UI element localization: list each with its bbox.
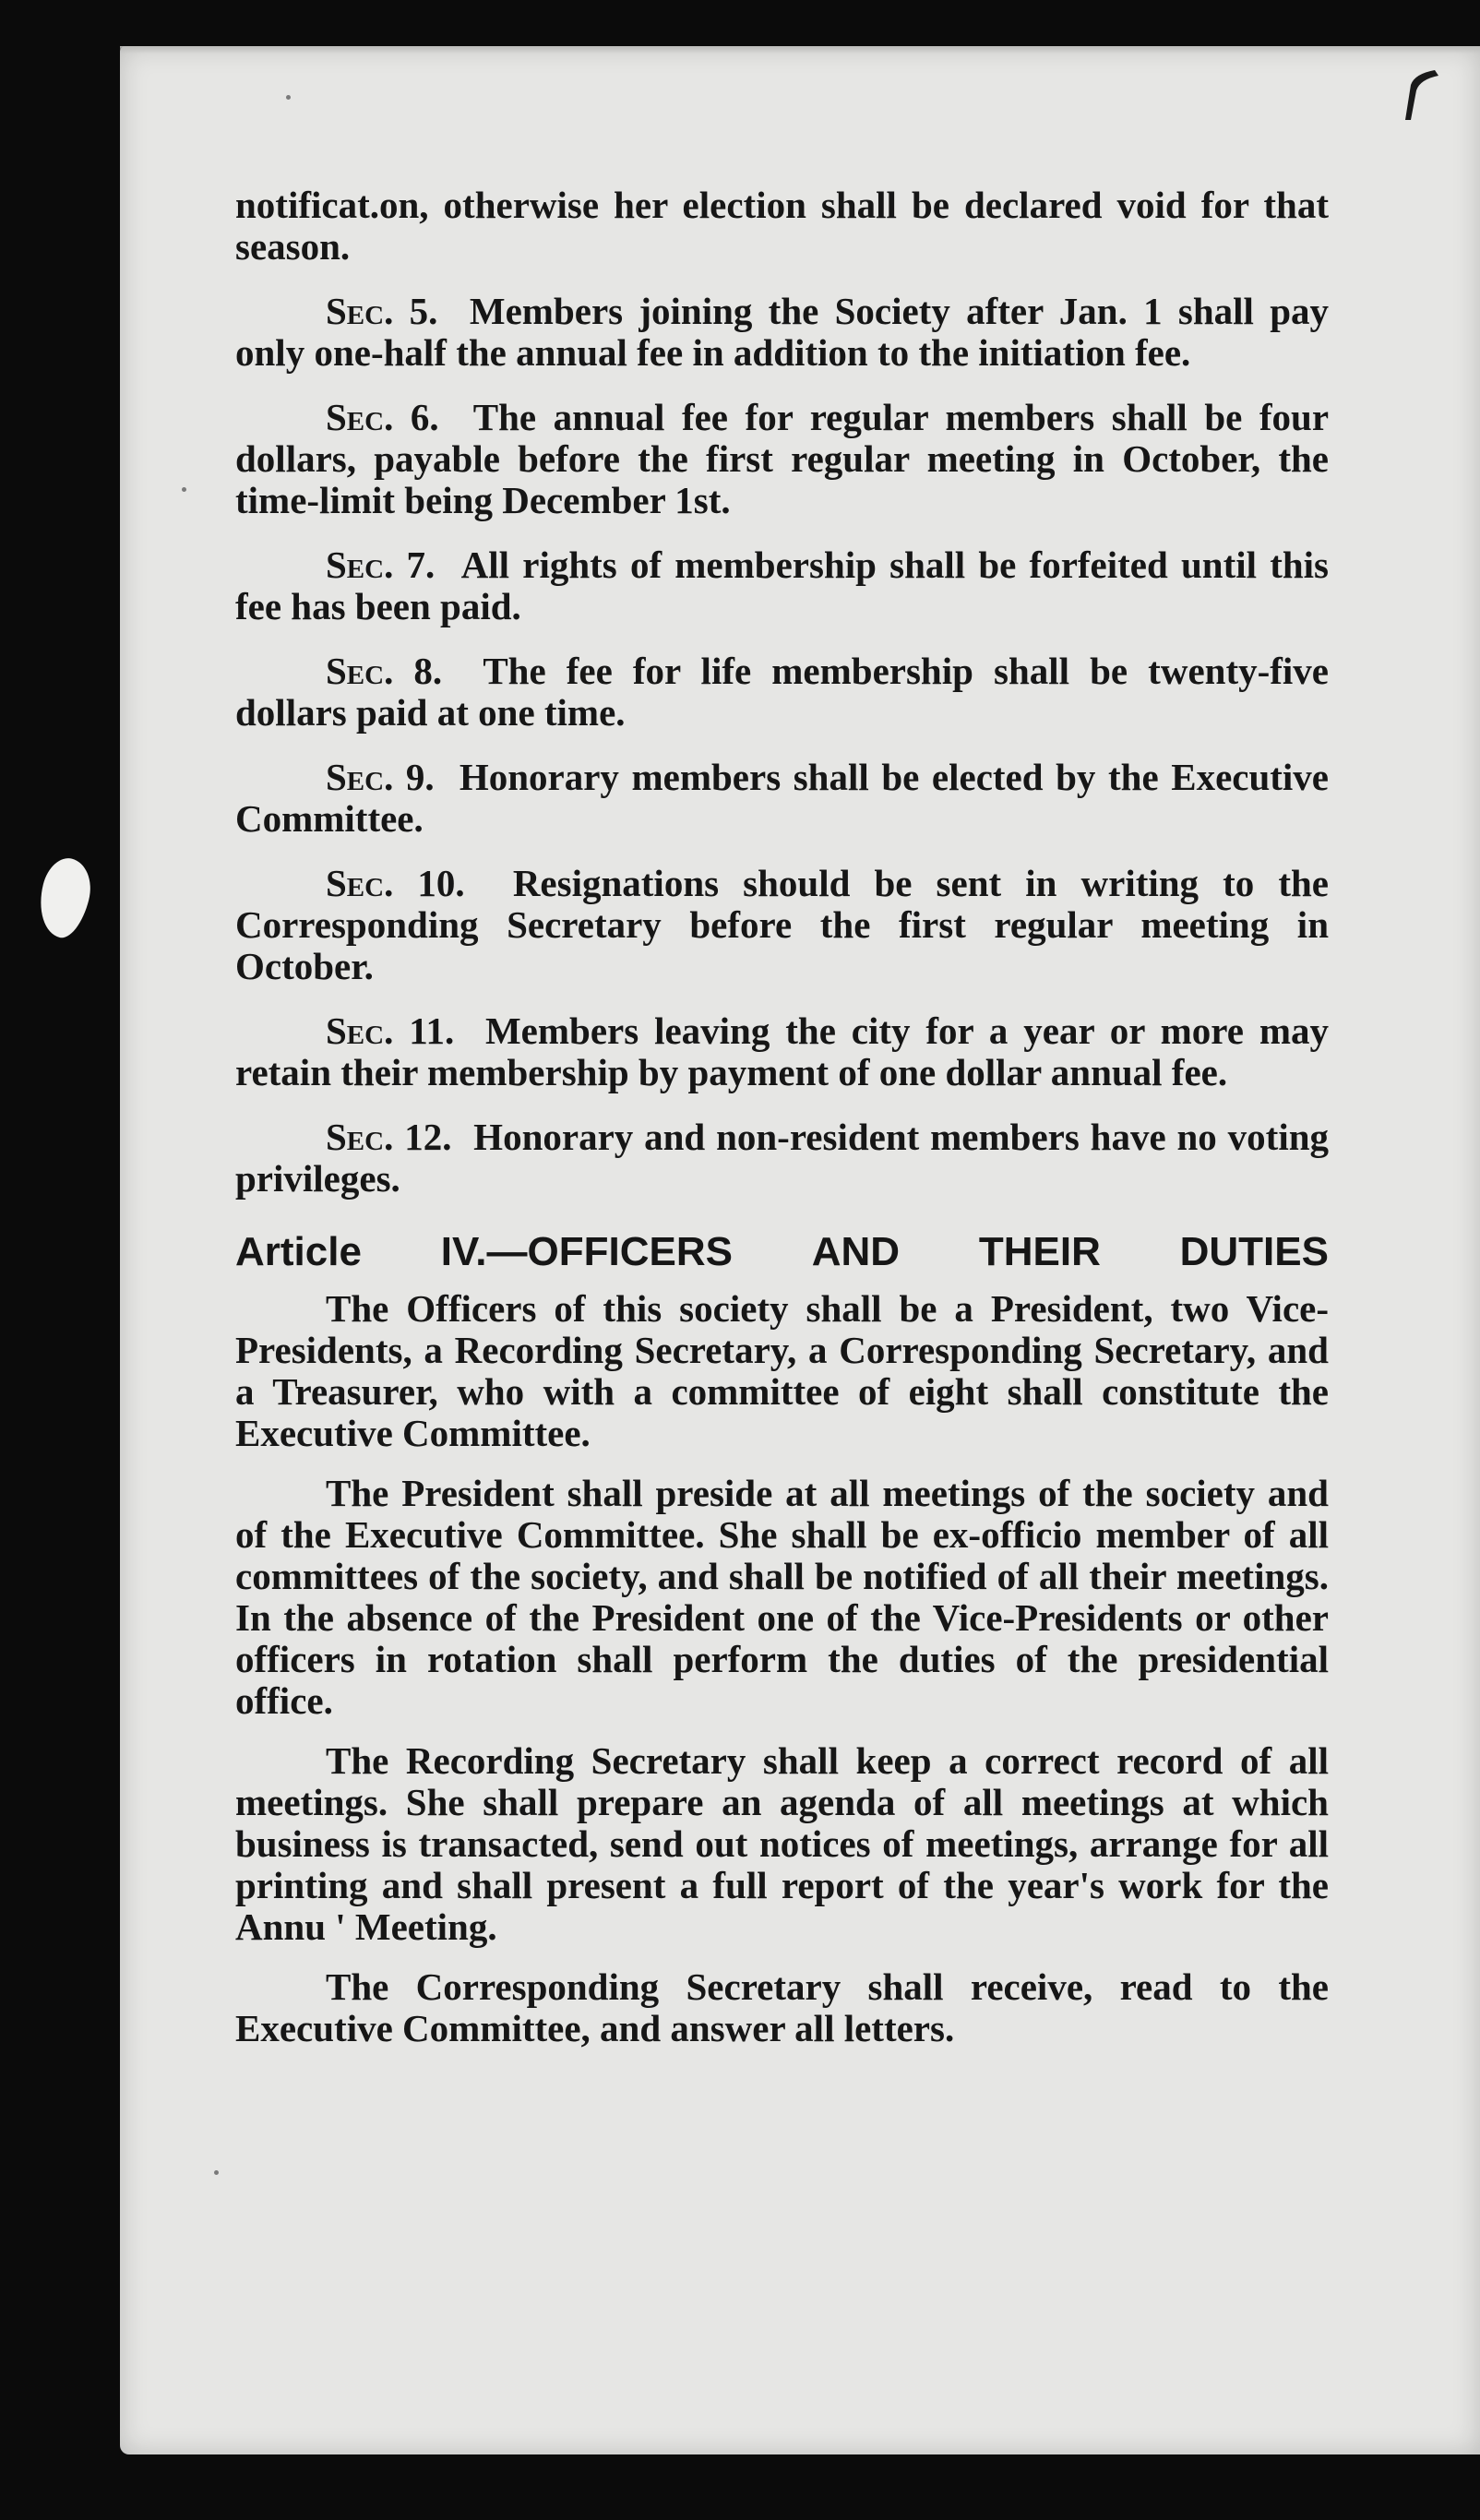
paragraph-notification <box>235 185 1329 268</box>
section-text: Resignations should be sent in writing to the Corresponding Secretary before the first regular meeting in October. <box>235 862 1330 987</box>
paragraph-text: notificat.on, otherwise her election shall be declared void for that season. <box>235 184 1329 268</box>
section-10 <box>235 863 1329 987</box>
dust-speck <box>182 487 186 492</box>
section-text: All rights of membership shall be forfeited until this fee has been paid. <box>235 543 1330 627</box>
heading-word: Article <box>235 1229 362 1274</box>
section-label: Sec. 6. <box>326 396 439 438</box>
section-text: The annual fee for regular members shall be four dollars, payable before the first regular meeting in October, the time-limit being December 1st. <box>235 396 1330 521</box>
article-paragraph-president: The President shall preside at all meetings of the society and of the Executive Committee. She shall be ex-officio member of all committees of the society, and shall be notified of all their meetings. In the absence of the President one of the Vice-Presidents or other officers in rotation shall perform the duties of the presidential office. <box>235 1472 1329 1722</box>
paper-tear-blot <box>31 854 97 942</box>
section-label: Sec. 8. <box>326 650 443 692</box>
section-text: Honorary and non-resident members have no voting privileges. <box>235 1116 1330 1200</box>
section-7 <box>235 544 1329 627</box>
section-5 <box>235 291 1329 374</box>
heading-word: THEIR <box>978 1229 1101 1274</box>
section-label: Sec. 11. <box>326 1009 455 1052</box>
dust-speck <box>286 95 291 100</box>
section-9 <box>235 757 1329 840</box>
article-paragraph-corresponding-secretary: The Corresponding Secretary shall receive, read to the Executive Committee, and answer all letters. <box>235 1965 1329 2049</box>
section-12 <box>235 1117 1329 1200</box>
article-paragraph-officers: The Officers of this society shall be a President, two Vice-Presidents, a Recording Secretary, a Corresponding Secretary, and a Treasurer, who with a committee of eight shall constitute the Executive Committee. <box>235 1287 1329 1454</box>
heading-word: AND <box>811 1229 901 1274</box>
section-label: Sec. 5. <box>326 290 438 332</box>
corner-ink-mark <box>1398 66 1440 122</box>
article-paragraph-recording-secretary: The Recording Secretary shall keep a correct record of all meetings. She shall prepare an agenda of all meetings at which business is transacted, send out notices of meetings, arrange for all printing and shall present a full report of the year's work for the Annu ' Meeting. <box>235 1739 1329 1948</box>
section-label: Sec. 12. <box>326 1116 452 1158</box>
section-6 <box>235 397 1329 521</box>
section-label: Sec. 9. <box>326 756 435 798</box>
section-text: Members leaving the city for a year or more may retain their membership by payment of one dollar annual fee. <box>235 1009 1329 1093</box>
document-body <box>235 185 1329 2068</box>
section-text: Honorary members shall be elected by the Executive Committee. <box>235 756 1330 840</box>
heading-word: DUTIES <box>1179 1229 1329 1274</box>
section-text: Members joining the Society after Jan. 1 shall pay only one-half the annual fee in addition to the initiation fee. <box>235 290 1329 374</box>
section-label: Sec. 10. <box>326 862 465 904</box>
section-text: The fee for life membership shall be twenty-five dollars paid at one time. <box>235 650 1329 734</box>
section-11 <box>235 1010 1329 1093</box>
section-label: Sec. 7. <box>326 543 436 586</box>
page-top-edge-shadow <box>120 46 1480 54</box>
dust-speck <box>214 2170 219 2175</box>
article-heading <box>235 1229 1329 1275</box>
section-8 <box>235 651 1329 734</box>
heading-word: IV.—OFFICERS <box>440 1229 733 1274</box>
